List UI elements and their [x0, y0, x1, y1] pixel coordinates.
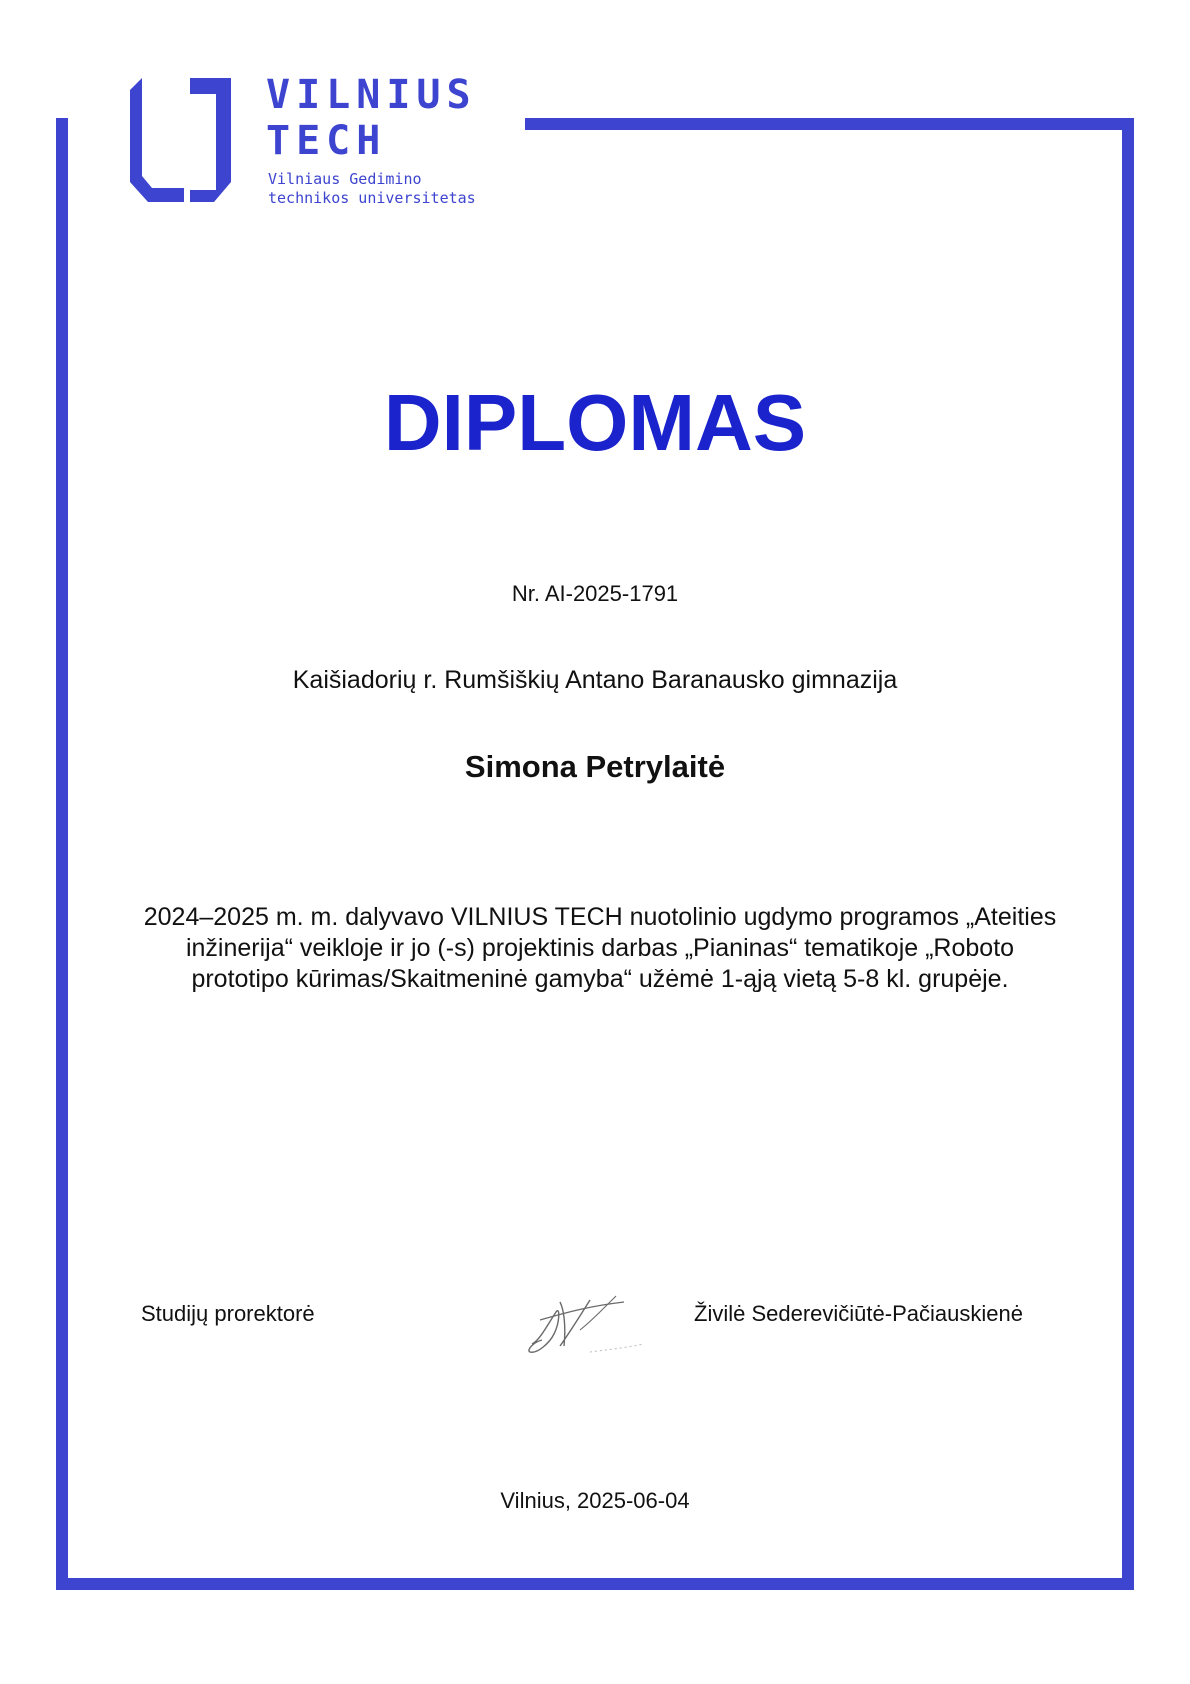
- logo-subtitle: [268, 170, 476, 208]
- logo-wordmark: [266, 72, 477, 164]
- logo-line-tech: TECH: [266, 118, 387, 164]
- frame-bottom-border: [56, 1578, 1134, 1590]
- frame-top-border: [525, 118, 1134, 130]
- logo-subtitle-line1: Vilniaus Gedimino: [268, 170, 422, 188]
- handwritten-signature: [520, 1282, 660, 1364]
- place-and-date: Vilnius, 2025-06-04: [500, 1488, 690, 1513]
- signatory-name: Živilė Sederevičiūtė-Pačiauskienė: [694, 1301, 1023, 1326]
- frame-right-border: [1122, 118, 1134, 1590]
- logo-subtitle-line2: technikos universitetas: [268, 189, 476, 207]
- award-description: 2024–2025 m. m. dalyvavo VILNIUS TECH nuotolinio ugdymo programos „Ateities inžinerija“ veikloje ir jo (-s) projektinis darbas „Pianinas“ tematikoje „Roboto prototipo kūrimas/Skaitmeninė gamyba“ užėmė 1-ąją vietą 5-8 kl. grupėje.: [143, 903, 1057, 993]
- signatory-role: Studijų prorektorė: [141, 1301, 315, 1326]
- frame-left-border: [56, 118, 68, 1590]
- school-name: Kaišiadorių r. Rumšiškių Antano Baranausko gimnazija: [292, 666, 898, 694]
- vilnius-tech-logo-icon: [130, 78, 231, 202]
- diploma-title: DIPLOMAS: [383, 378, 807, 467]
- logo-line-vilnius: VILNIUS: [266, 72, 477, 118]
- diploma-number: Nr. AI-2025-1791: [511, 581, 679, 606]
- recipient-name: Simona Petrylaitė: [464, 749, 726, 784]
